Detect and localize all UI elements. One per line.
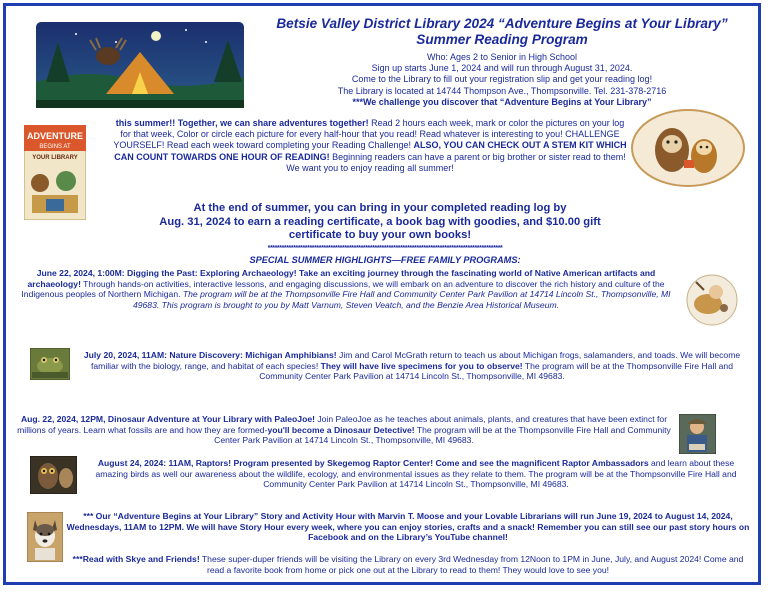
title-line-1: Betsie Valley District Library 2024 “Adventure Begins at Your Library” — [276, 16, 728, 31]
challenge-stem-kit: ALSO, YOU CAN CHECK OUT A STEM KIT WHICH CAN COUNT TOWARDS ONE HOUR OF READING! — [114, 140, 627, 162]
moose-tent-banner-image — [36, 22, 244, 108]
event-amphibians-specimens: They will have live specimens for you to observe! — [320, 360, 523, 371]
event-dinosaur-location: The program will be at the Thompsonville Fire Hall and Community Center Park Pavilion at 14714 Lincoln St., Thompsonville, MI 49683. — [214, 424, 671, 446]
challenge-text-1: Read 2 hours each week, mark or color the pictures on your log for that week, Color or circle each picture for every half-hour that you read! Read whatever is interesting to you! CHALLENGE YOURSELF! Read each week toward completing your Reading Challenge! — [113, 118, 625, 151]
book-cover-image — [24, 125, 86, 220]
highlights-title: SPECIAL SUMMER HIGHLIGHTS—FREE FAMILY PROGRAMS: — [249, 255, 521, 265]
intro-block — [252, 52, 752, 108]
intro-challenge-lead: ***We challenge you discover that “Adventure Begins at Your Library” — [352, 96, 652, 107]
event-amphibians — [74, 350, 750, 382]
archaeology-image — [686, 274, 738, 326]
program-title — [252, 16, 752, 48]
event-dinosaur-heading: Aug. 22, 2024, 12PM, Dinosaur Adventure at Your Library with PaleoJoe! — [20, 414, 315, 424]
event-raptors — [82, 458, 750, 490]
event-dinosaur-detective: you'll become a Dinosaur Detective! — [267, 424, 415, 435]
event-amphibians-location: The program will be at the Thompsonville Fire Hall and Community Center Park Pavilion at 14714 Lincoln St., Thompsonville, MI 49683. — [259, 360, 733, 382]
story-hour-text: *** Our “Adventure Begins at Your Library” Story and Activity Hour with Marvin T. Moose and your Lovable Librarians will run June 19, 2024 to August 14, 2024, Wednesdays, 11AM to 12PM. We will have Story Hour every week, where you can enjoy stories, crafts and a snack! Remember you can still see our past story hours on Facebook and on the Library’s YouTube channel! — [66, 511, 750, 543]
book-title-mid: BEGINS AT — [39, 144, 71, 150]
event-amphibians-heading: July 20, 2024, 11AM: Nature Discovery: Michigan Amphibians! — [83, 350, 337, 360]
intro-ages: Who: Ages 2 to Senior in High School — [426, 52, 578, 62]
event-dinosaur — [12, 414, 676, 446]
skye-heading: ***Read with Skye and Friends! — [72, 554, 200, 564]
intro-dates: Sign up starts June 1, 2024 and will run through August 31, 2024. — [371, 63, 633, 74]
intro-location: The Library is located at 14744 Thompson Ave., Thompsonville. Tel. 231-378-2716 — [337, 85, 667, 96]
reward-line-2: Aug. 31, 2024 to earn a reading certificate, a book bag with goodies, and $10.00 gift — [159, 215, 601, 228]
reward-line-3: certificate to buy your own books! — [288, 229, 472, 241]
event-archaeology-heading: June 22, 2024, 1:00M: Digging the Past: Exploring Archaeology! Take an exciting journey through the fascinating world of Native American artifacts and archaeology! — [27, 268, 656, 289]
frog-amphibian-image — [30, 348, 70, 380]
dog-skye-image — [27, 512, 63, 562]
event-raptors-heading: August 24, 2024: 11AM, Raptors! Program presented by Skegemog Raptor Center! Come and see the magnificent Raptor Ambassadors — [97, 458, 649, 468]
skye-friends-block — [66, 554, 750, 575]
book-title-top: ADVENTURE — [26, 131, 84, 141]
star-divider: ***************************************************************************************************** — [267, 245, 503, 252]
skye-text: These super-duper friends will be visiting the Library on every 3rd Wednesday from 12Noon to 1PM in June, July, and August 2024! Come and read a favorite book from home or pick one out at the Library to read to them! They would love to see you! — [199, 554, 744, 575]
challenge-text-2: Beginning readers can have a parent or big brother or sister read to them! We want you to enjoy reading all summer! — [286, 151, 626, 173]
event-archaeology-location: The program will be at the Thompsonville Fire Hall and Community Center Park Pavilion at 14714 Lincoln St., Thompsonville, MI 49683. This program is brought to you by Matt Varnum, Steven Veatch, and the Benzie Area Historical Museum. — [132, 289, 671, 310]
event-archaeology-text: Through hands-on activities, interactive lessons, and engaging discussions, we will embark on an adventure to discover the rich history and culture of the Indigenous peoples of Northern Michigan. — [21, 278, 665, 300]
reward-line-1: At the end of summer, you can bring in your completed reading log by — [193, 202, 567, 214]
paleojoe-image — [679, 414, 716, 454]
challenge-bold-1: this summer!! Together, we can share adventures together! — [115, 118, 369, 128]
title-line-2: Summer Reading Program — [416, 32, 588, 47]
book-title-bot: YOUR LIBRARY — [32, 155, 78, 161]
challenge-paragraph — [110, 118, 630, 174]
event-archaeology — [10, 268, 682, 310]
intro-registration: Come to the Library to fill out your registration slip and get your reading log! — [351, 74, 653, 85]
reward-block — [140, 202, 620, 243]
sloth-oval-image — [630, 108, 746, 188]
event-amphibians-text: Jim and Carol McGrath return to teach us about Michigan frogs, salamanders, and toads. We will become familiar with the biology, range, and habitat of each species! — [91, 350, 741, 371]
raptor-owl-image — [30, 456, 77, 494]
event-raptors-text: and learn about these amazing birds as well our awareness about the wildlife, ecology, and environmental issues as they relate to them. The program will be at the Thompsonville Fire Hall and Community Center Park Pavilion at 14714 Lincoln St., Thompsonville, MI 49683. — [95, 458, 737, 490]
event-dinosaur-text: Join PaleoJoe as he teaches about animals, plants, and creatures that have been extinct for millions of years. Learn what fossils are and how they are formed- — [17, 414, 668, 435]
story-hour-block — [66, 511, 750, 543]
